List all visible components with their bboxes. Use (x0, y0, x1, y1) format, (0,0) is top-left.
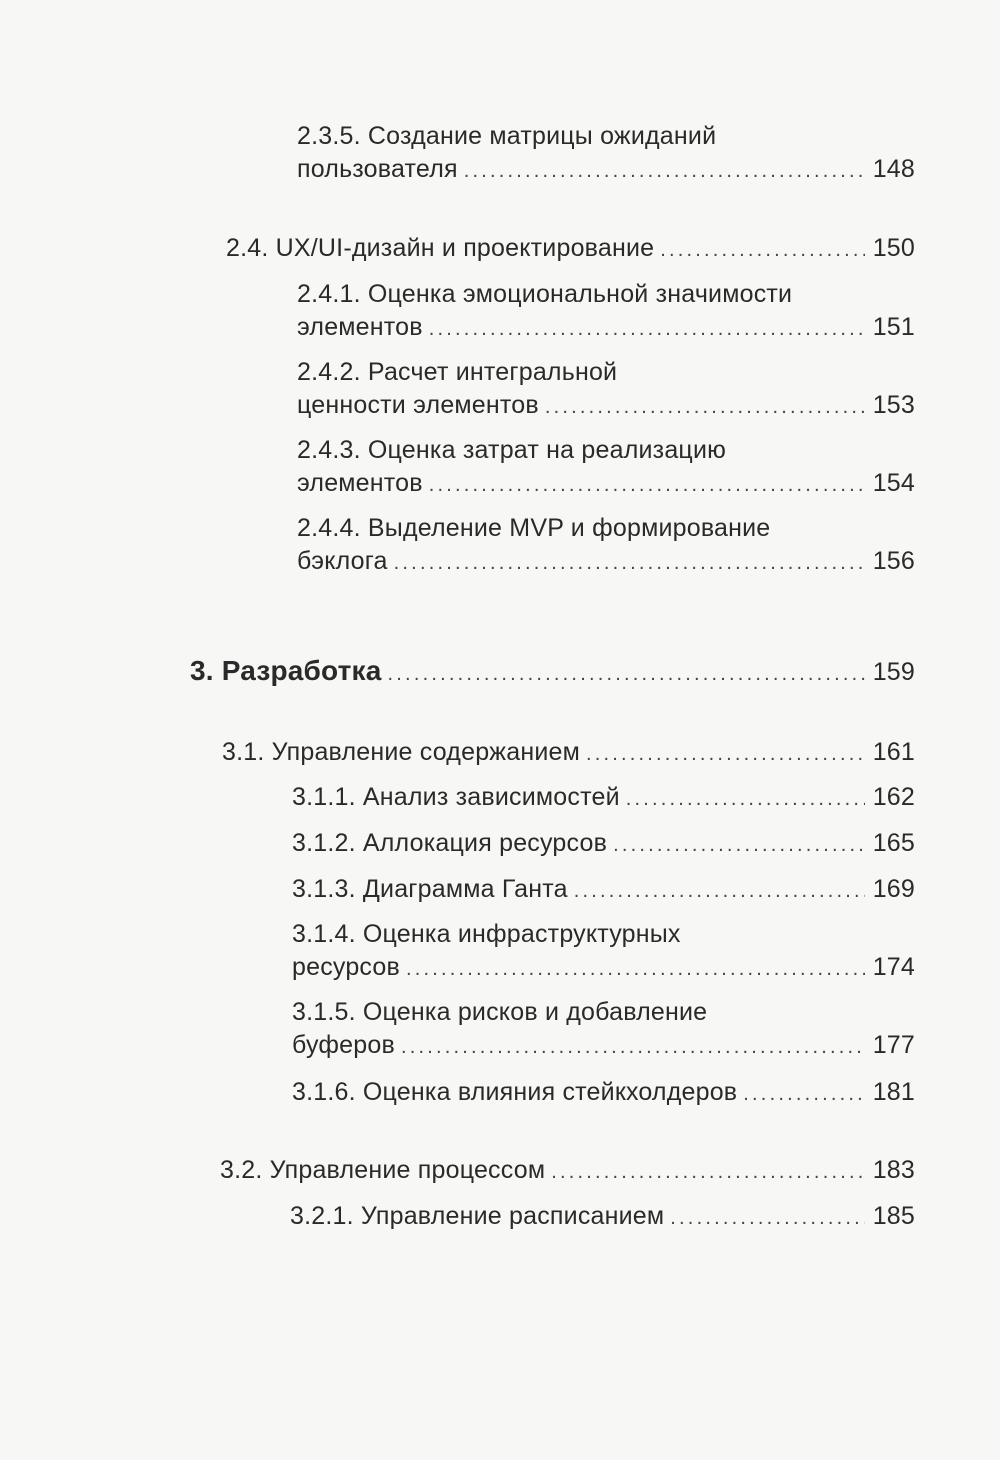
toc-entry-title: бэклога (297, 547, 388, 575)
dot-leader (626, 783, 865, 816)
toc-page-number: 174 (872, 953, 915, 981)
toc-entry-title: буферов (292, 1031, 395, 1059)
toc-entry-2-3-5 (297, 120, 915, 188)
dot-leader (464, 155, 865, 188)
toc-chapter-3 (190, 654, 915, 691)
toc-page-number: 162 (872, 783, 915, 811)
toc-page-number: 150 (872, 234, 915, 262)
dot-leader (670, 1202, 864, 1235)
toc-page-number: 165 (872, 829, 915, 857)
toc-entry-3-2-1 (290, 1200, 915, 1235)
toc-page-number: 177 (872, 1031, 915, 1059)
toc-page-number: 154 (872, 469, 915, 497)
toc-entry-3-1-2 (292, 827, 915, 862)
toc-page-number: 169 (872, 875, 915, 903)
toc-entry-title: 3.1.3. Диаграмма Ганта (292, 875, 568, 903)
toc-entry-title: 3.2. Управление процессом (220, 1156, 546, 1184)
toc-entry-3-1-6 (292, 1076, 915, 1111)
toc-chapter-title: 3. Разработка (190, 655, 382, 686)
dot-leader (388, 658, 865, 691)
toc-entry-3-1-4 (292, 918, 915, 986)
toc-entry-2-4 (226, 232, 915, 267)
toc-entry-title: пользователя (297, 155, 458, 183)
toc-entry-3-1 (222, 736, 915, 771)
toc-entry-title: 3.2.1. Управление расписанием (290, 1202, 665, 1230)
toc-entry-title: ресурсов (292, 953, 400, 981)
dot-leader (394, 547, 865, 580)
toc-entry-2-4-3 (297, 434, 915, 502)
dot-leader (429, 469, 865, 502)
toc-entry-title: 3.1.1. Анализ зависимостей (292, 783, 620, 811)
dot-leader (545, 391, 865, 424)
toc-entry-title: 3.1.5. Оценка рисков и добавление (292, 998, 708, 1026)
toc-entry-3-1-1 (292, 781, 915, 816)
toc-page-number: 159 (872, 658, 915, 686)
toc-page-number: 161 (872, 738, 915, 766)
dot-leader (743, 1078, 864, 1111)
toc-page-number: 153 (872, 391, 915, 419)
toc-entry-title: 2.4.3. Оценка затрат на реализацию (297, 436, 727, 464)
toc-entry-2-4-1 (297, 278, 915, 346)
dot-leader (660, 234, 864, 267)
toc-entry-2-4-4 (297, 512, 915, 580)
toc-entry-3-1-3 (292, 873, 915, 908)
toc-page-number: 183 (872, 1156, 915, 1184)
toc-page-number: 181 (872, 1078, 915, 1106)
toc-entry-3-2 (220, 1154, 915, 1189)
toc-page-number: 151 (872, 313, 915, 341)
dot-leader (551, 1156, 864, 1189)
dot-leader (613, 829, 865, 862)
toc-entry-title: элементов (297, 469, 423, 497)
toc-entry-title: 2.4. UX/UI-дизайн и проектирование (226, 234, 655, 262)
toc-entry-title: 2.4.2. Расчет интегральной (297, 358, 618, 386)
toc-entry-title: 3.1. Управление содержанием (222, 738, 580, 766)
toc-page-number: 185 (872, 1202, 915, 1230)
toc-entry-title: 3.1.2. Аллокация ресурсов (292, 829, 608, 857)
toc-entry-title: 3.1.6. Оценка влияния стейкхолдеров (292, 1078, 738, 1106)
dot-leader (429, 313, 865, 346)
toc-entry-title: 2.4.1. Оценка эмоциональной значимости (297, 280, 793, 308)
toc-entry-3-1-5 (292, 996, 915, 1064)
toc-page-number: 148 (872, 155, 915, 183)
toc-entry-title: 2.3.5. Создание матрицы ожиданий (297, 122, 717, 150)
dot-leader (586, 738, 865, 771)
toc-page-number: 156 (872, 547, 915, 575)
toc-entry-2-4-2 (297, 356, 915, 424)
toc-entry-title: ценности элементов (297, 391, 539, 419)
toc-entry-title: 2.4.4. Выделение MVP и формирование (297, 514, 771, 542)
dot-leader (406, 953, 865, 986)
dot-leader (574, 875, 865, 908)
toc-entry-title: 3.1.4. Оценка инфраструктурных (292, 920, 681, 948)
dot-leader (401, 1031, 865, 1064)
toc-entry-title: элементов (297, 313, 423, 341)
